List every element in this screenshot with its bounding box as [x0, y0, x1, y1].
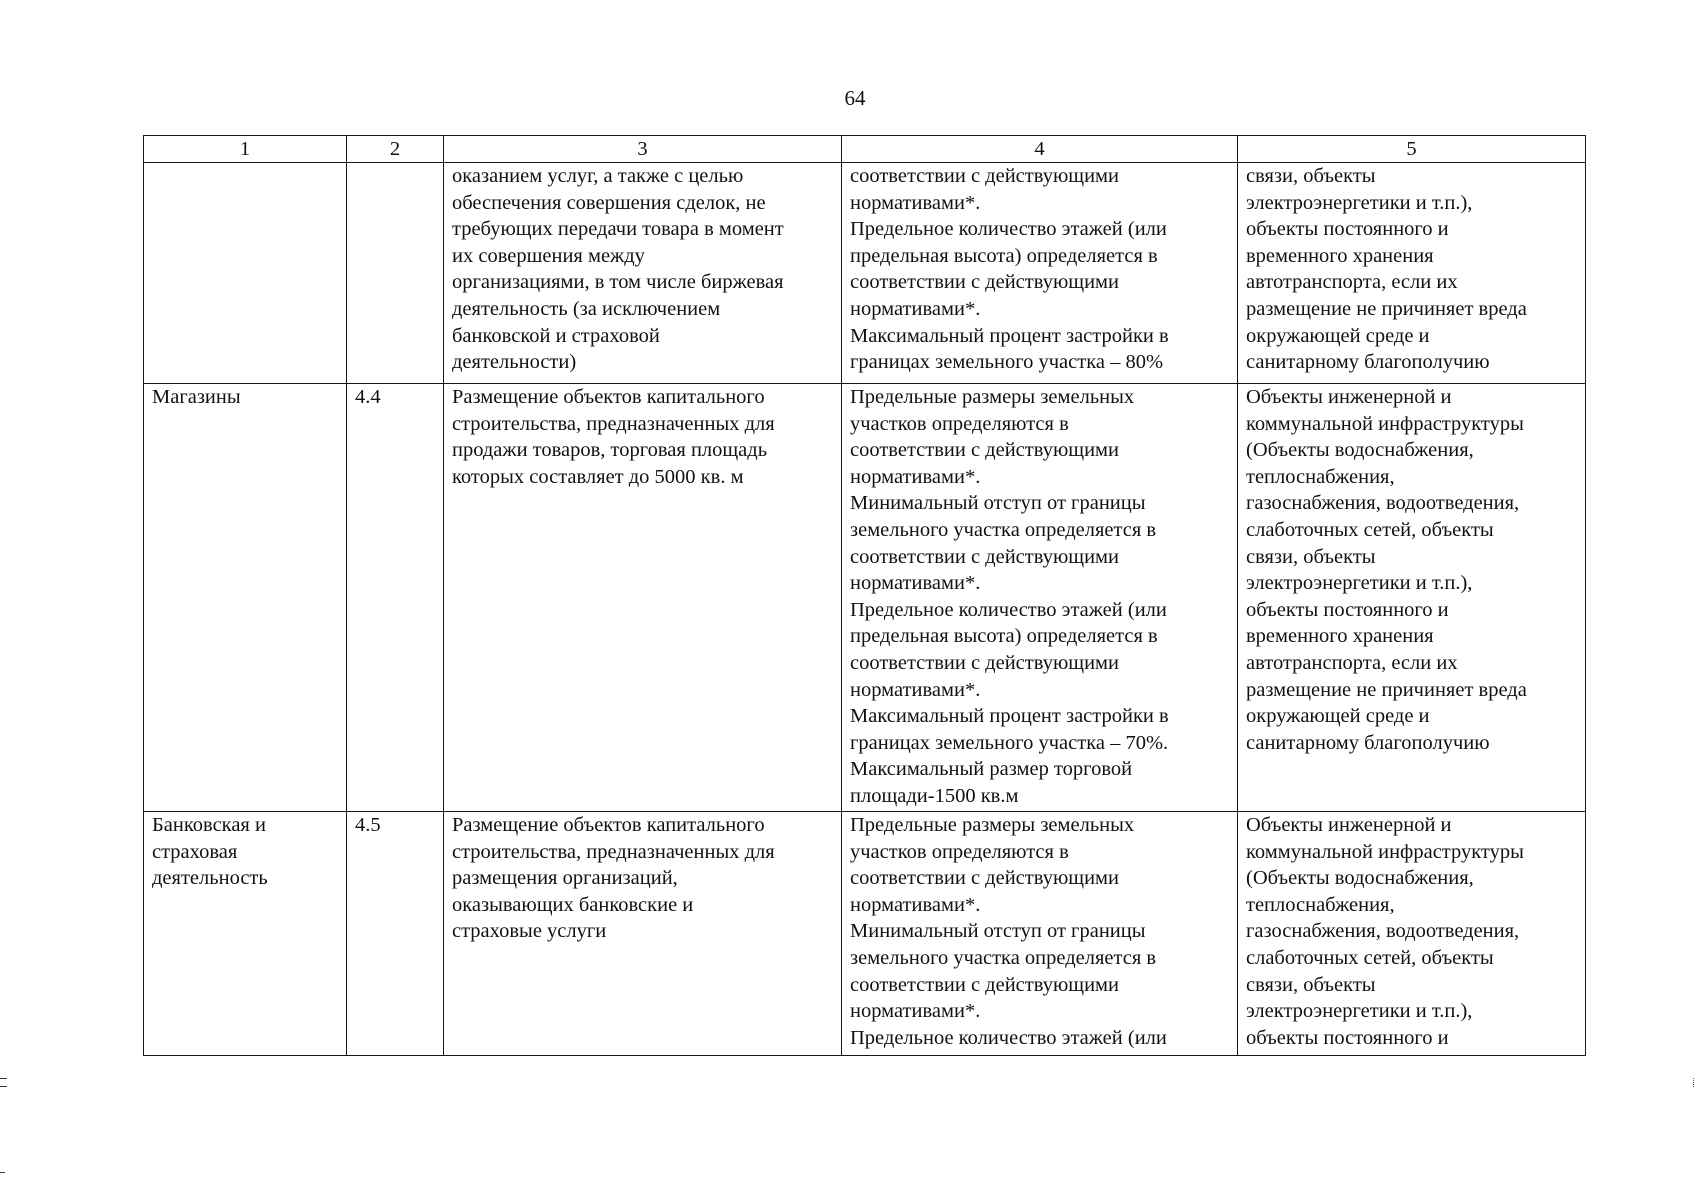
cell-use-description-text: Размещение объектов капитального строительства, предназначенных для размещения организаций, оказывающих банковские и страховые услуги	[452, 814, 775, 943]
cell-use-code-text: 4.4	[355, 386, 381, 408]
table-row	[144, 812, 1586, 1056]
zoning-table	[143, 135, 1586, 1056]
cell-use-code	[347, 812, 444, 1056]
cell-auxiliary-uses	[1238, 384, 1586, 812]
cell-use-description	[444, 163, 842, 384]
cell-parameters	[842, 163, 1238, 384]
cell-parameters	[842, 384, 1238, 812]
table-header-row	[144, 136, 1586, 163]
header-col-1: 1	[144, 136, 347, 163]
page-number: 64	[844, 86, 866, 110]
scan-margin-mark	[0, 1172, 5, 1173]
cell-use-name-text: Банковская и страховая деятельность	[152, 814, 268, 890]
cell-use-description-text: оказанием услуг, а также с целью обеспечения совершения сделок, не требующих передачи товара в момент их совершения между организациями, в том числе биржевая деятельность (за исключением банковской и страховой деятельности)	[452, 165, 784, 374]
cell-use-description	[444, 384, 842, 812]
table-row	[144, 384, 1586, 812]
cell-auxiliary-uses-text: связи, объекты электроэнергетики и т.п.), объекты постоянного и временного хранения автотранспорта, если их размещение не причиняет вреда окружающей среде и санитарному благополучию	[1246, 165, 1527, 374]
header-col-4: 4	[842, 136, 1238, 163]
cell-use-code-text: 4.5	[355, 814, 381, 836]
cell-auxiliary-uses-text: Объекты инженерной и коммунальной инфраструктуры (Объекты водоснабжения, теплоснабжения, газоснабжения, водоотведения, слаботочных сетей, объекты связи, объекты электроэнергетики и т.п.), объекты постоянного и временного хранения автотранспорта, если их размещение не причиняет вреда окружающей среде и санитарному благополучию	[1246, 386, 1527, 754]
cell-use-name	[144, 812, 347, 1056]
header-col-5: 5	[1238, 136, 1586, 163]
cell-auxiliary-uses	[1238, 163, 1586, 384]
cell-use-code	[347, 384, 444, 812]
cell-parameters-text: Предельные размеры земельных участков определяются в соответствии с действующими нормативами*. Минимальный отступ от границы земельного участка определяется в соответствии с действующими нормативами*. Предельное количество этажей (или	[850, 814, 1167, 1049]
cell-use-code	[347, 163, 444, 384]
scan-margin-mark	[1693, 1078, 1697, 1087]
scan-margin-mark	[0, 1078, 7, 1087]
cell-use-description	[444, 812, 842, 1056]
cell-use-name	[144, 384, 347, 812]
cell-use-description-text: Размещение объектов капитального строительства, предназначенных для продажи товаров, торговая площадь которых составляет до 5000 кв. м	[452, 386, 775, 488]
header-col-2: 2	[347, 136, 444, 163]
table-row	[144, 163, 1586, 384]
header-col-3: 3	[444, 136, 842, 163]
cell-parameters-text: соответствии с действующими нормативами*. Предельное количество этажей (или предельная высота) определяется в соответствии с действующими нормативами*. Максимальный процент застройки в границах земельного участка – 80%	[850, 165, 1169, 374]
cell-use-name	[144, 163, 347, 384]
cell-parameters	[842, 812, 1238, 1056]
cell-auxiliary-uses-text: Объекты инженерной и коммунальной инфраструктуры (Объекты водоснабжения, теплоснабжения, газоснабжения, водоотведения, слаботочных сетей, объекты связи, объекты электроэнергетики и т.п.), объекты постоянного и	[1246, 814, 1524, 1049]
cell-auxiliary-uses	[1238, 812, 1586, 1056]
cell-parameters-text: Предельные размеры земельных участков определяются в соответствии с действующими нормативами*. Минимальный отступ от границы земельного участка определяется в соответствии с действующими нормативами*. Предельное количество этажей (или предельная высота) определяется в соответствии с действующими нормативами*. Максимальный процент застройки в границах земельного участка – 70%. Максимальный размер торговой площади-1500 кв.м	[850, 386, 1169, 807]
cell-use-name-text: Магазины	[152, 386, 241, 408]
